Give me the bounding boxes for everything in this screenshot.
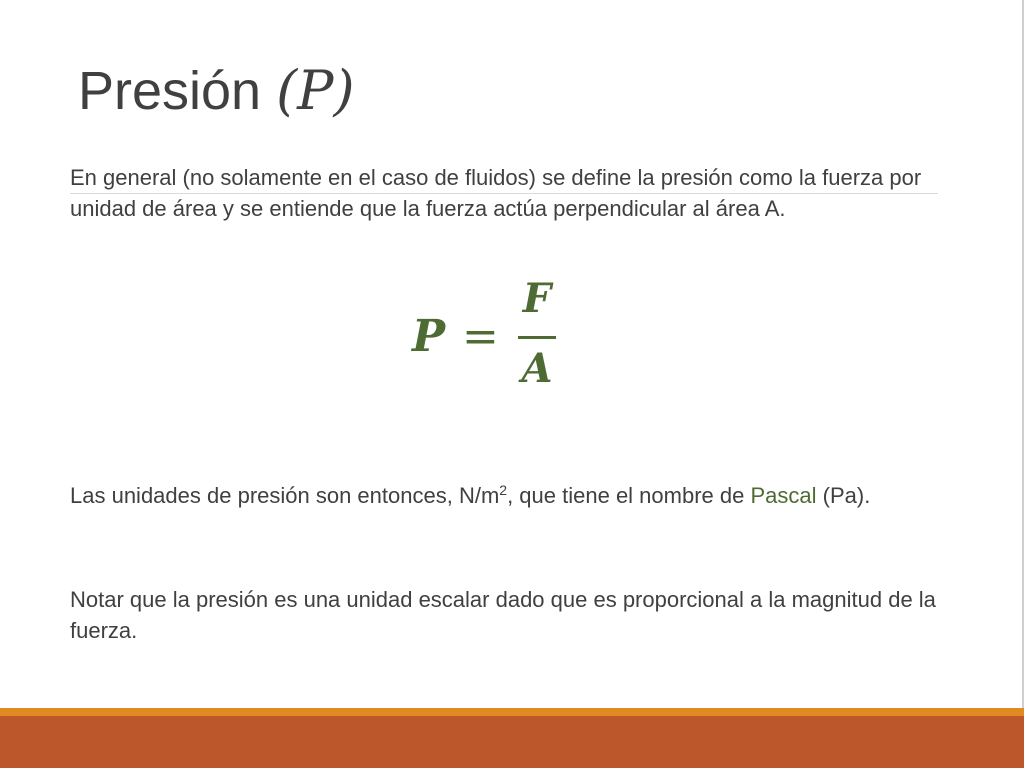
pascal-term: Pascal <box>750 483 817 508</box>
formula-numerator: 𝑭 <box>522 275 552 322</box>
footer-orange-rule <box>0 708 1024 716</box>
formula-lhs: 𝑷 <box>412 311 446 362</box>
slide-title <box>78 55 355 127</box>
formula-denominator: 𝑨 <box>521 345 553 392</box>
units-text-1: Las unidades de presión son entonces, N/m <box>70 483 500 508</box>
units-text-3: (Pa). <box>816 483 871 508</box>
definition-paragraph: En general (no solamente en el caso de fluidos) se define la presión como la fuerza por unidad de área y se entiende que la fuerza actúa perpendicular al área A. <box>70 165 922 221</box>
footer-band <box>0 716 1024 768</box>
units-text-2: , que tiene el nombre de <box>507 483 751 508</box>
scalar-note-paragraph: Notar que la presión es una unidad escalar dado que es proporcional a la magnitud de la fuerza. <box>70 587 936 643</box>
title-symbol: (𝑃) <box>276 59 355 122</box>
fraction-bar <box>518 336 556 339</box>
units-superscript: 2 <box>499 482 508 498</box>
pressure-formula <box>412 276 592 396</box>
title-text: Presión <box>78 61 277 121</box>
text-underline <box>70 193 938 194</box>
units-paragraph <box>70 480 950 511</box>
formula-equals: = <box>462 311 499 362</box>
